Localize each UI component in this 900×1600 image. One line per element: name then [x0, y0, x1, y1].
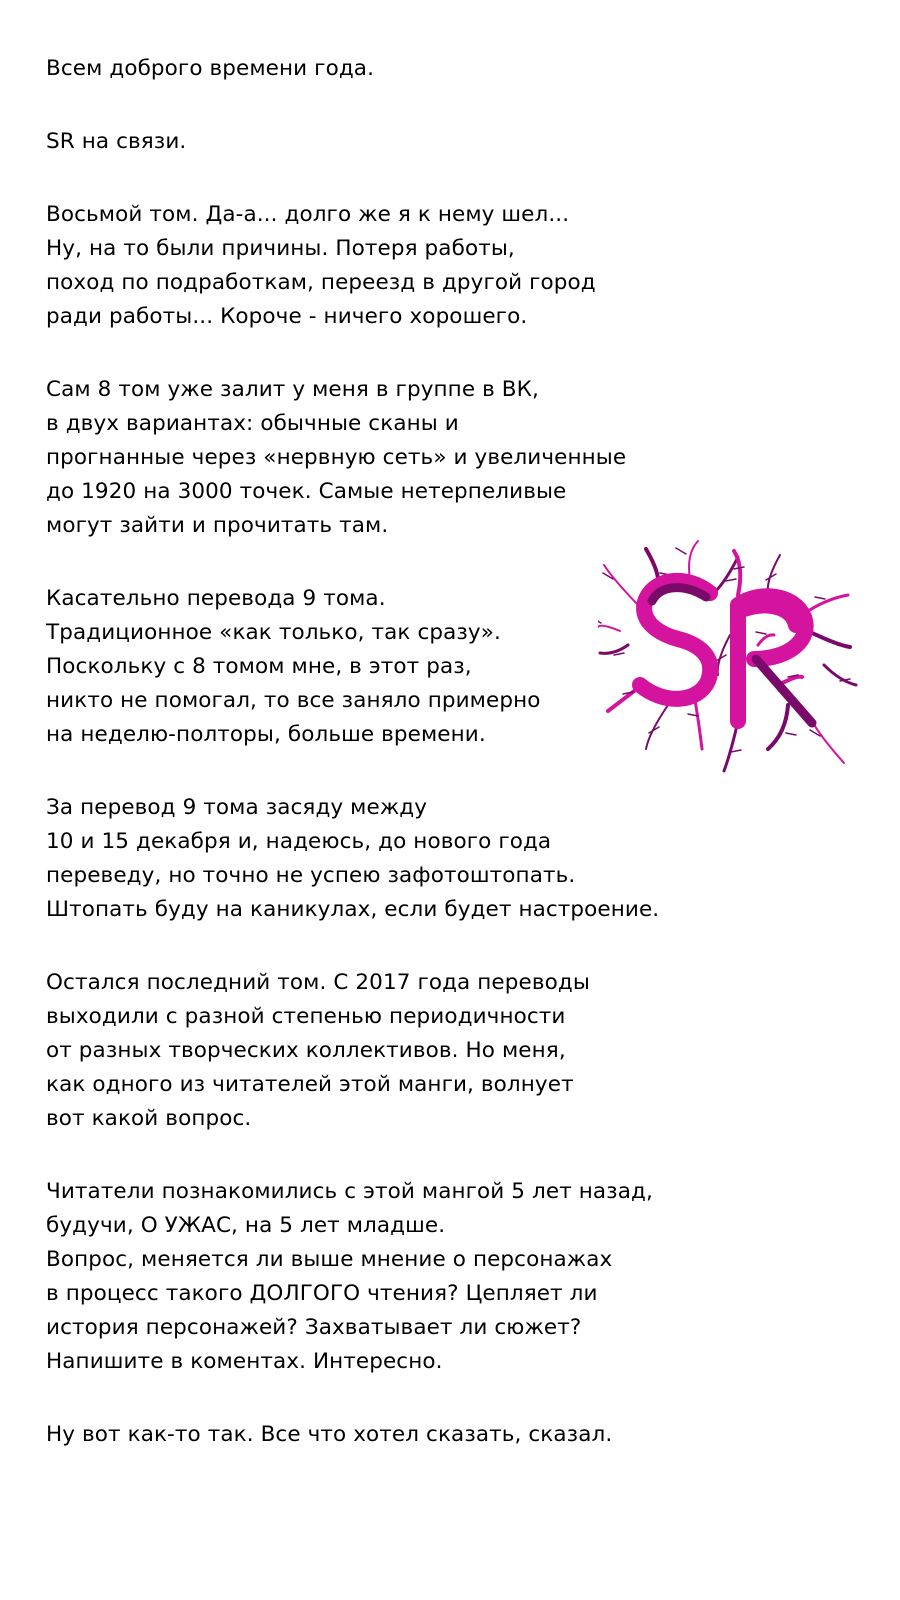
text-line: Традиционное «как только, так сразу». — [46, 620, 501, 645]
paragraph-last-volume — [46, 966, 686, 1136]
logo-thorn — [758, 635, 774, 645]
text-line: Читатели познакомились с этой мангой 5 лет назад, — [46, 1179, 653, 1204]
logo-barb — [815, 597, 825, 599]
text-line: прогнанные через «нервную сеть» и увеличенные — [46, 445, 627, 470]
logo-stroke — [756, 659, 812, 723]
text-line: Поскольку с 8 томом мне, в этот раз, — [46, 654, 472, 679]
logo-stroke — [652, 588, 706, 601]
text-line: в процесс такого ДОЛГОГО чтения? Цепляет ли — [46, 1281, 598, 1306]
text-line: Ну вот как-то так. Все что хотел сказать, сказал. — [46, 1422, 613, 1447]
logo-thorn — [734, 551, 740, 595]
thorny-sr-logo-icon — [598, 535, 858, 785]
text-line: на неделю-полторы, больше времени. — [46, 722, 486, 747]
text-line: Вопрос, меняется ли выше мнение о персонажах — [46, 1247, 613, 1272]
text-line: Сам 8 том уже залит у меня в группе в ВК, — [46, 377, 539, 402]
text-line: от разных творческих коллективов. Но меня, — [46, 1038, 566, 1063]
text-line: вот какой вопрос. — [46, 1106, 252, 1131]
text-line: Напишите в коментах. Интересно. — [46, 1349, 443, 1374]
logo-thorn — [689, 541, 698, 579]
logo-thorn — [646, 705, 668, 749]
logo-thorn — [718, 635, 730, 675]
translator-note — [46, 52, 686, 1491]
paragraph-closing — [46, 1418, 686, 1452]
logo-thorn — [768, 705, 788, 749]
logo-thorn — [812, 721, 844, 763]
text-line: переведу, но точно не успею зафотоштопать. — [46, 863, 576, 888]
text-line: в двух вариантах: обычные сканы и — [46, 411, 459, 436]
logo-thorn — [600, 645, 628, 653]
logo-thorn — [808, 631, 850, 647]
logo-barb — [786, 733, 796, 735]
text-line: никто не помогал, то все заняло примерно — [46, 688, 541, 713]
logo-barb — [598, 617, 601, 623]
text-line: Восьмой том. Да-а... долго же я к нему шел... — [46, 202, 570, 227]
text-line: поход по подработкам, переезд в другой город — [46, 270, 596, 295]
text-line: Ну, на то были причины. Потеря работы, — [46, 236, 515, 261]
logo-barb — [726, 579, 736, 581]
text-line: SR на связи. — [46, 129, 187, 154]
logo-barb — [614, 653, 624, 655]
logo-thorn — [768, 555, 780, 593]
text-line: как одного из читателей этой манги, волнует — [46, 1072, 574, 1097]
text-line: выходили с разной степенью периодичности — [46, 1004, 566, 1029]
logo-thorn — [824, 665, 856, 685]
paragraph-volume-nine — [46, 582, 686, 752]
paragraph-signature — [46, 125, 686, 159]
logo-barb — [731, 750, 741, 752]
text-line: до 1920 на 3000 точек. Самые нетерпеливые — [46, 479, 567, 504]
logo-thorn — [604, 565, 638, 605]
paragraph-greeting — [46, 52, 686, 86]
text-line: Касательно перевода 9 тома. — [46, 586, 386, 611]
paragraph-volume-eight — [46, 198, 686, 334]
paragraph-schedule — [46, 791, 686, 927]
logo-barb — [756, 632, 766, 634]
logo-thorn — [714, 557, 738, 593]
text-line: будучи, О УЖАС, на 5 лет младше. — [46, 1213, 446, 1238]
text-line: 10 и 15 декабря и, надеюсь, до нового года — [46, 829, 552, 854]
logo-stroke — [744, 606, 796, 625]
text-line: Штопать буду на каникулах, если будет настроение. — [46, 897, 660, 922]
text-line: За перевод 9 тома засяду между — [46, 795, 428, 820]
text-line: ради работы... Короче - ничего хорошего. — [46, 304, 528, 329]
text-line: история персонажей? Захватывает ли сюжет? — [46, 1315, 582, 1340]
logo-thorn — [598, 626, 620, 631]
paragraph-vk-group — [46, 373, 686, 543]
text-line: могут зайти и прочитать там. — [46, 513, 389, 538]
text-line: Остался последний том. С 2017 года переводы — [46, 970, 590, 995]
text-line: Всем доброго времени года. — [46, 56, 374, 81]
logo-barb — [734, 567, 744, 569]
paragraph-question — [46, 1175, 686, 1379]
logo-barb — [676, 548, 686, 554]
